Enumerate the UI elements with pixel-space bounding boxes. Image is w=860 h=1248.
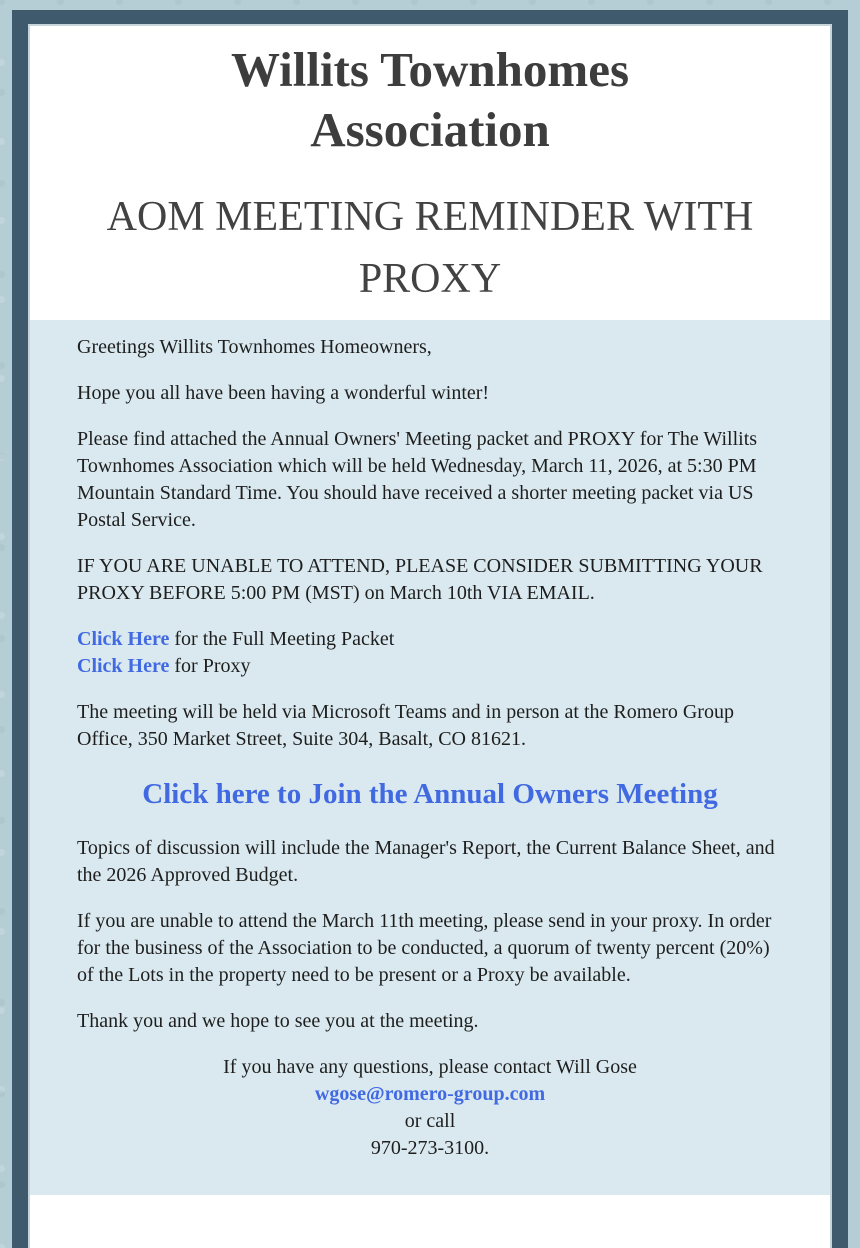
page-title: Willits Townhomes Association	[230, 42, 630, 157]
greeting-text: Greetings Willits Townhomes Homeowners,	[77, 336, 432, 358]
email-body	[30, 320, 830, 1195]
join-meeting-line	[77, 772, 783, 816]
email-frame	[12, 10, 848, 1248]
full-packet-link-suffix: for the Full Meeting Packet	[169, 628, 395, 650]
winter-text: Hope you all have been having a wonderful winter!	[77, 382, 490, 404]
email-frame-inner	[28, 24, 832, 1248]
attend-notice-text: IF YOU ARE UNABLE TO ATTEND, PLEASE CONSIDER SUBMITTING YOUR PROXY BEFORE 5:00 PM (MST) on March 10th VIA EMAIL.	[77, 555, 763, 604]
email-header	[30, 26, 830, 320]
contact-or-call-text: or call	[404, 1110, 456, 1132]
proxy-link-suffix: for Proxy	[169, 655, 251, 677]
contact-intro-text: If you have any questions, please contact Will Gose	[223, 1056, 637, 1078]
proxy-info-text: If you are unable to attend the March 11th meeting, please send in your proxy. In order for the business of the Association to be conducted, a quorum of twenty percent (20%) of the Lots in the property need to be present or a Proxy be available.	[77, 910, 772, 986]
contact-block	[77, 1054, 783, 1162]
page-subtitle: AOM MEETING REMINDER WITH PROXY	[106, 194, 754, 302]
topics-text: Topics of discussion will include the Manager's Report, the Current Balance Sheet, and the 2026 Approved Budget.	[77, 837, 775, 886]
download-links	[77, 626, 783, 680]
packet-text: Please find attached the Annual Owners' Meeting packet and PROXY for The Willits Townhomes Association which will be held Wednesday, March 11, 2026, at 5:30 PM Mountain Standard Time. You should have received a shorter meeting packet via US Postal Service.	[77, 428, 758, 531]
contact-email-link[interactable]: wgose@romero-group.com	[314, 1083, 546, 1105]
contact-phone-text: 970-273-3100.	[370, 1137, 490, 1159]
thanks-text: Thank you and we hope to see you at the meeting.	[77, 1010, 479, 1032]
full-packet-link[interactable]: Click Here	[77, 628, 170, 650]
location-text: The meeting will be held via Microsoft Teams and in person at the Romero Group Office, 350 Market Street, Suite 304, Basalt, CO 81621.	[77, 701, 734, 750]
join-meeting-link[interactable]: Click here to Join the Annual Owners Meeting	[142, 778, 718, 810]
footer-section	[30, 1195, 830, 1248]
proxy-link[interactable]: Click Here	[77, 655, 170, 677]
